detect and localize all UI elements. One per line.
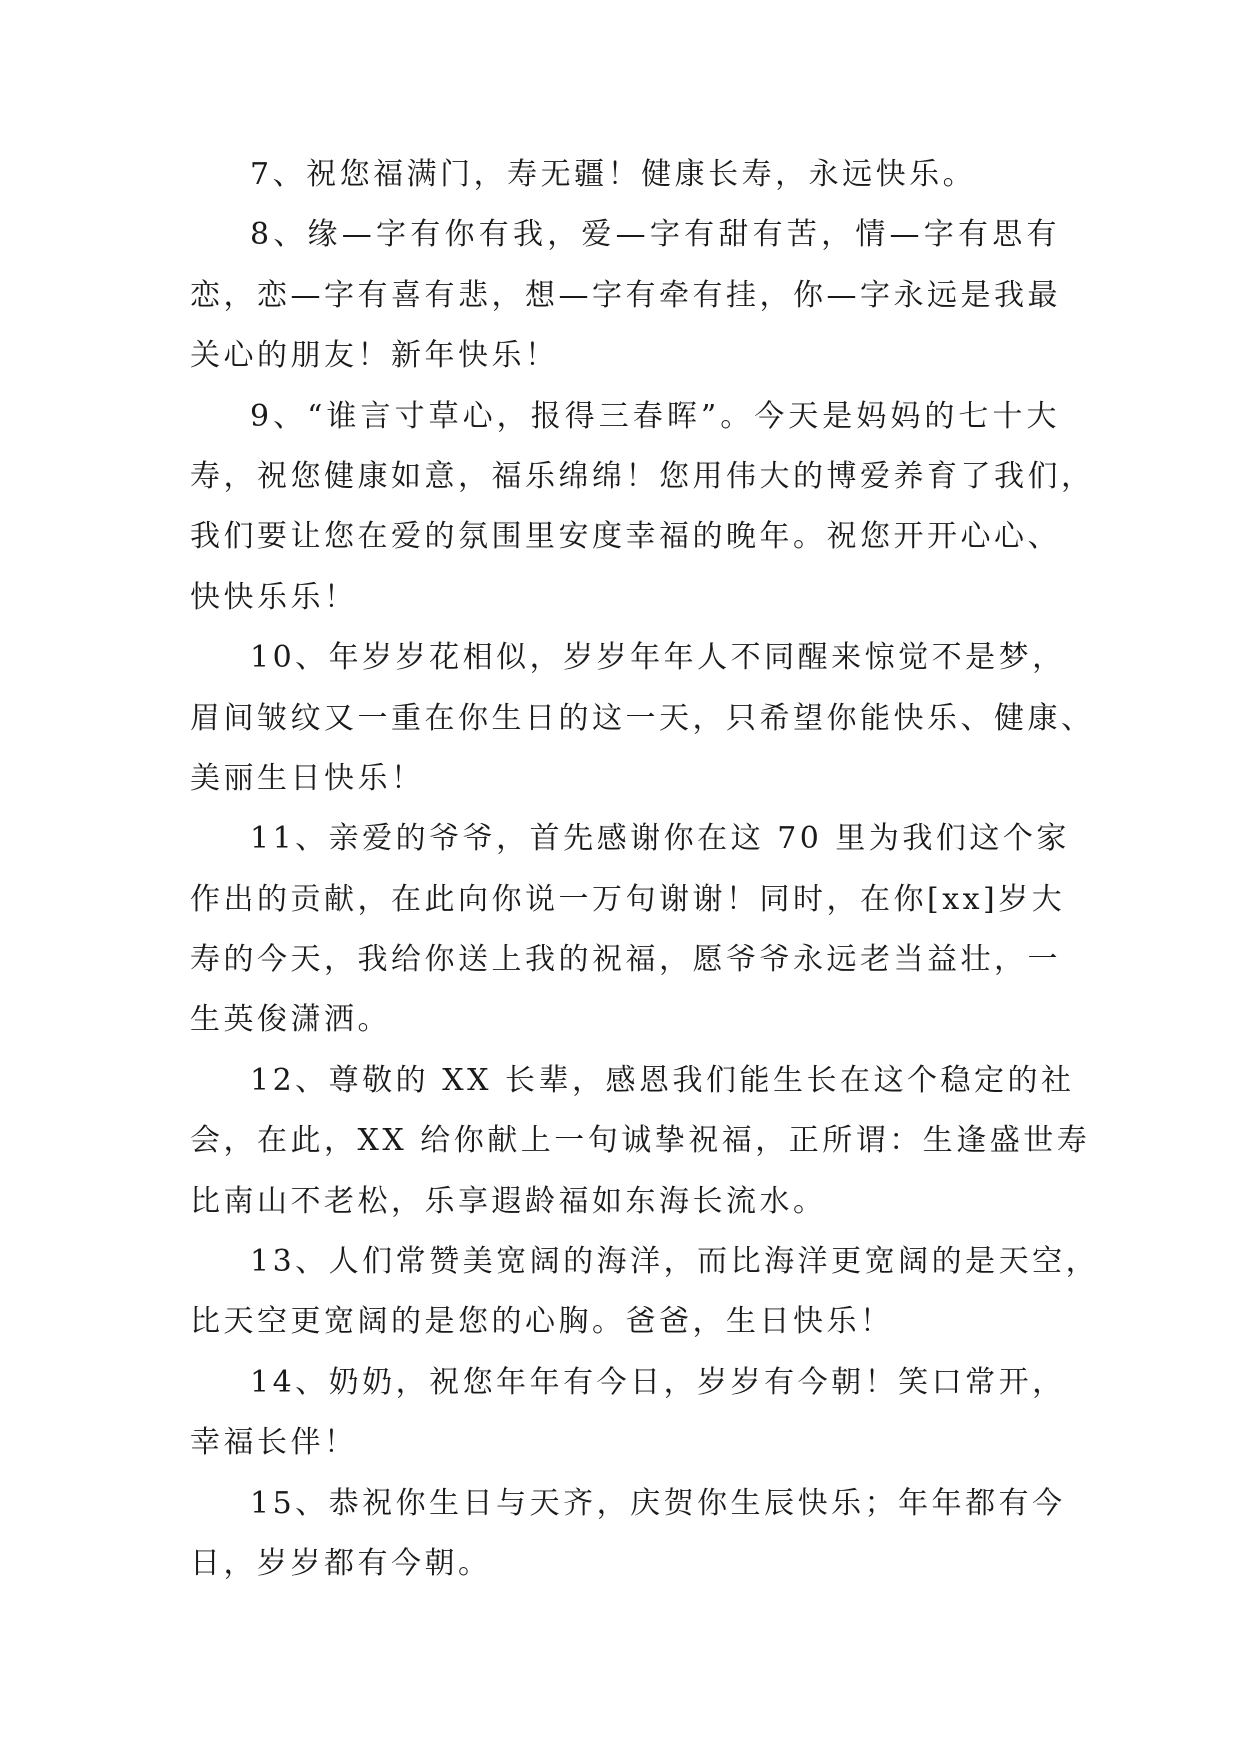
text-line: 日，岁岁都有今朝。 [190, 1545, 492, 1581]
text-line: 11、亲爱的爷爷，首先感谢你在这 70 里为我们这个家 [250, 821, 1070, 857]
text-line: 会，在此，XX 给你献上一句诚挚祝福，正所谓：生逢盛世寿 [190, 1123, 1091, 1159]
text-line: 作出的贡献，在此向你说一万句谢谢！同时，在你[xx]岁大 [190, 881, 1066, 917]
text-line: 8、缘—字有你有我，爱—字有甜有苦，情—字有思有 [250, 217, 1060, 253]
text-line: 10、年岁岁花相似，岁岁年年人不同醒来惊觉不是梦， [250, 640, 1066, 676]
document-body [190, 145, 1100, 1594]
text-line: 寿的今天，我给你送上我的祝福，愿爷爷永远老当益壮，一 [190, 942, 1061, 978]
paragraph-7 [190, 145, 1060, 205]
paragraph-9 [190, 387, 1095, 629]
text-line: 生英俊潇洒。 [190, 1002, 391, 1038]
text-line: 恋，恋—字有喜有悲，想—字有牵有挂，你—字永远是我最 [190, 277, 1061, 313]
paragraph-11 [190, 809, 1070, 1051]
paragraph-12 [190, 1051, 1091, 1232]
text-line: 关心的朋友！新年快乐！ [190, 338, 559, 374]
text-line: 比天空更宽阔的是您的心胸。爸爸，生日快乐！ [190, 1304, 894, 1340]
text-line: 比南山不老松，乐享遐龄福如东海长流水。 [190, 1183, 827, 1219]
text-line: 我们要让您在爱的氛围里安度幸福的晚年。祝您开开心心、 [190, 519, 1061, 555]
text-line: 快快乐乐！ [190, 579, 358, 615]
paragraph-8 [190, 205, 1060, 386]
text-line: 14、奶奶，祝您年年有今日，岁岁有今朝！笑口常开， [250, 1364, 1066, 1400]
text-line: 15、恭祝你生日与天齐，庆贺你生辰快乐；年年都有今 [250, 1485, 1066, 1521]
text-line: 12、尊敬的 XX 长辈，感恩我们能生长在这个稳定的社 [250, 1062, 1075, 1098]
text-line: 寿，祝您健康如意，福乐绵绵！您用伟大的博爱养育了我们， [190, 458, 1095, 494]
text-line: 幸福长伴！ [190, 1425, 358, 1461]
text-line: 9、“谁言寸草心，报得三春晖”。今天是妈妈的七十大 [250, 398, 1060, 434]
text-line: 眉间皱纹又一重在你生日的这一天，只希望你能快乐、健康、 [190, 700, 1095, 736]
text-line: 13、人们常赞美宽阔的海洋，而比海洋更宽阔的是天空， [250, 1244, 1100, 1280]
paragraph-10 [190, 628, 1095, 809]
text-line: 7、祝您福满门，寿无疆！健康长寿，永远快乐。 [250, 157, 977, 192]
text-line: 美丽生日快乐！ [190, 760, 425, 796]
paragraph-13 [190, 1232, 1100, 1353]
paragraph-14 [190, 1353, 1066, 1474]
paragraph-15 [190, 1474, 1066, 1595]
